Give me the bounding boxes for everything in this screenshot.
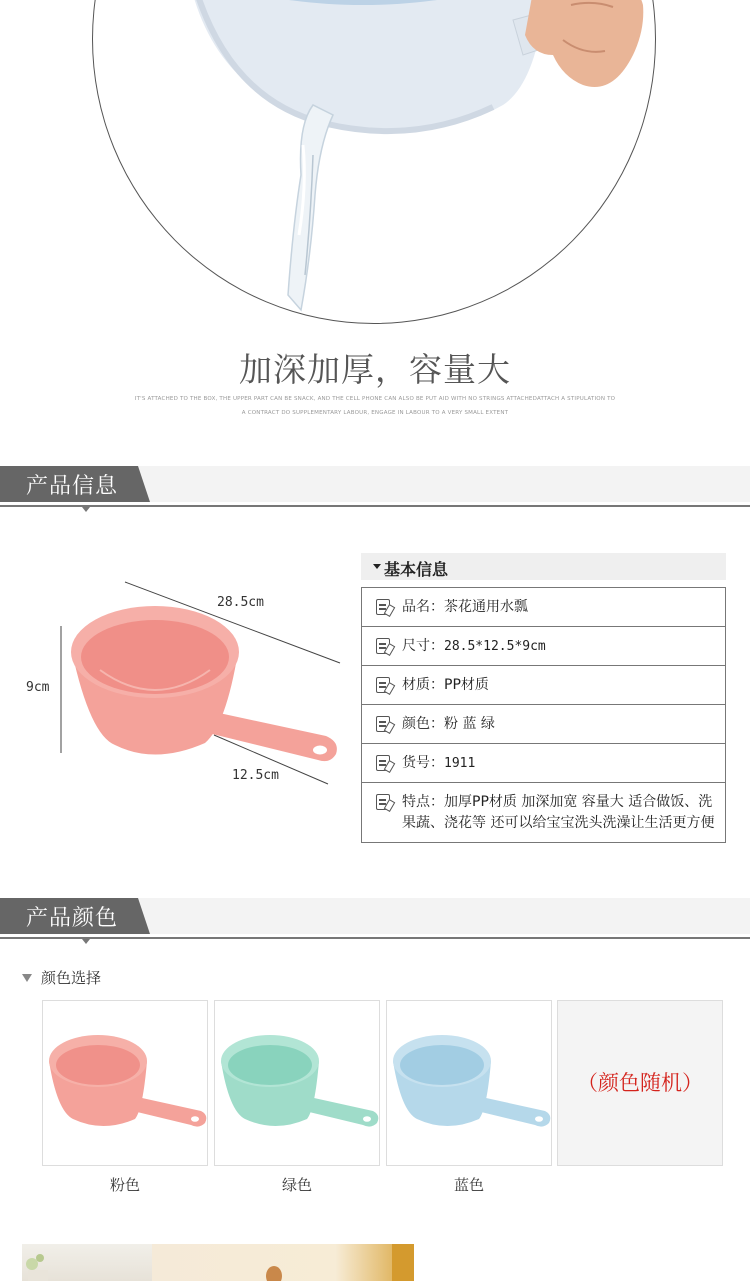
caret-down-icon [373, 564, 381, 569]
ladle-pouring-illustration [93, 0, 656, 324]
plant-image [22, 1244, 152, 1281]
info-key: 颜色： [402, 716, 444, 732]
color-option-blue[interactable] [386, 1000, 552, 1166]
section-title: 产品颜色 [26, 906, 119, 931]
info-key: 特点： [402, 794, 444, 810]
section-title: 产品信息 [26, 474, 119, 499]
kitchen-scene-image [152, 1244, 414, 1281]
basic-info-panel [361, 553, 726, 843]
ladle-dimension-illustration [0, 560, 350, 810]
info-row-name [362, 588, 725, 627]
color-option-green[interactable] [214, 1000, 380, 1166]
color-caption-blue: 蓝色 [453, 1176, 484, 1194]
section-notch-icon [82, 939, 90, 944]
info-row-item-number [362, 744, 725, 783]
random-color-note: （颜色随机） [577, 1071, 703, 1095]
basic-info-table [361, 587, 726, 843]
hero-subtitle-line1: IT'S ATTACHED TO THE BOX, THE UPPER PART CAN BE SNACK, AND THE CELL PHONE CAN ALSO BE PUT AID WITH NO STRINGS ATTACHEDATTACH A STIPULATION TO [134, 396, 616, 402]
info-value: 28.5*12.5*9cm [444, 639, 546, 654]
color-selector-label [22, 967, 101, 988]
info-key: 货号： [402, 755, 444, 771]
info-row-material [362, 666, 725, 705]
dimension-height-label: 9cm [26, 680, 50, 695]
hero-subtitle-line2: A CONTRACT DO SUPPLEMENTARY LABOUR, ENGAGE IN LABOUR TO A VERY SMALL EXTENT [241, 410, 509, 416]
color-caption-green: 绿色 [281, 1176, 312, 1194]
section-notch-icon [82, 507, 90, 512]
info-value: 粉 蓝 绿 [444, 716, 495, 732]
info-row-size [362, 627, 725, 666]
note-edit-icon [376, 599, 390, 615]
dimension-width-label: 12.5cm [232, 768, 279, 783]
basic-info-title-bar [361, 553, 726, 580]
blue-ladle-image [387, 1001, 552, 1166]
note-edit-icon [376, 755, 390, 771]
info-key: 尺寸： [402, 638, 444, 654]
section-divider [0, 505, 750, 507]
color-caption-pink: 粉色 [109, 1176, 140, 1194]
info-value: 加厚PP材质 加深加宽 容量大 适合做饭、洗果蔬、浇花等 还可以给宝宝洗头洗澡让生活更方便 [402, 794, 715, 831]
info-value: 1911 [444, 756, 476, 771]
color-option-pink[interactable] [42, 1000, 208, 1166]
note-edit-icon [376, 638, 390, 654]
info-key: 材质： [402, 677, 444, 693]
dimension-length-label: 28.5cm [217, 595, 264, 610]
section-divider [0, 937, 750, 939]
hero-photo-circle [92, 0, 656, 324]
info-row-features [362, 783, 725, 842]
bottom-lifestyle-photo-right [152, 1244, 414, 1281]
note-edit-icon [376, 794, 390, 810]
color-option-random[interactable] [557, 1000, 723, 1166]
hero-banner [0, 0, 750, 440]
color-selector-text: 颜色选择 [41, 969, 102, 987]
section-header-product-info [0, 466, 750, 510]
hero-title: 加深加厚，容量大 [239, 350, 511, 389]
note-edit-icon [376, 716, 390, 732]
info-value: PP材质 [444, 677, 489, 693]
green-ladle-image [215, 1001, 380, 1166]
section-header-product-colors [0, 898, 750, 942]
caret-down-icon [22, 974, 32, 982]
bottom-lifestyle-photo-left [22, 1244, 152, 1281]
note-edit-icon [376, 677, 390, 693]
dimension-diagram [0, 560, 350, 810]
info-row-color [362, 705, 725, 744]
info-value: 茶花通用水瓢 [444, 599, 528, 615]
pink-ladle-image [43, 1001, 208, 1166]
basic-info-title: 基本信息 [384, 560, 449, 579]
info-key: 品名： [402, 599, 444, 615]
